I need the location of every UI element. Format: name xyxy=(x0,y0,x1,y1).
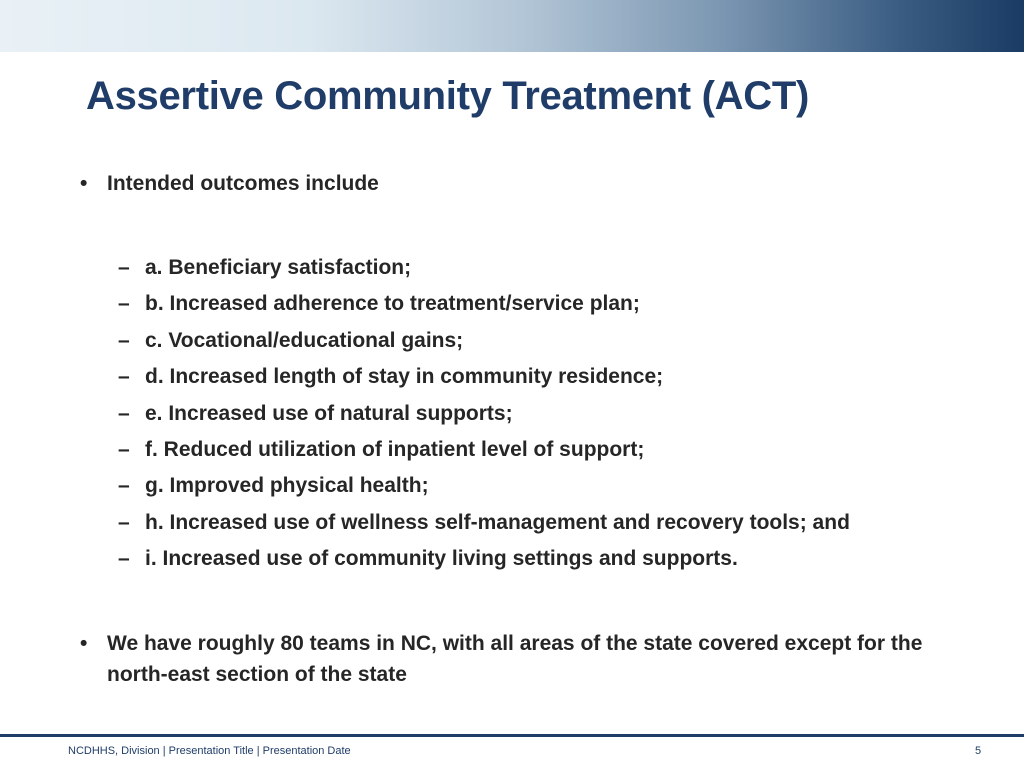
bullet-text: We have roughly 80 teams in NC, with all areas of the state covered except for the north-east section of the state xyxy=(107,632,923,686)
header-gradient-band xyxy=(0,0,1024,52)
sub-list-item xyxy=(118,398,850,434)
sub-list-item xyxy=(118,288,850,324)
sub-item-text: a. Beneficiary satisfaction; xyxy=(145,256,412,279)
dash-marker: – xyxy=(118,437,130,461)
dash-marker: – xyxy=(118,510,130,534)
page-number: 5 xyxy=(975,745,982,757)
bullet-item-outcomes xyxy=(80,168,960,199)
sub-item-text: g. Improved physical health; xyxy=(145,474,429,498)
footer-text: NCDHHS, Division | Presentation Title | Presentation Date xyxy=(68,745,351,757)
sub-list-item xyxy=(118,434,850,470)
outcomes-sub-list xyxy=(118,252,850,580)
sub-list-item xyxy=(118,252,850,288)
dash-marker: – xyxy=(118,256,130,279)
sub-item-text: i. Increased use of community living settings and supports. xyxy=(145,547,738,571)
dash-marker: – xyxy=(118,547,130,571)
slide-title: Assertive Community Treatment (ACT) xyxy=(86,74,809,118)
bullet-marker: • xyxy=(80,172,88,195)
dash-marker: – xyxy=(118,365,130,389)
footer-divider xyxy=(0,734,1024,737)
sub-item-text: b. Increased adherence to treatment/service plan; xyxy=(145,292,640,316)
dash-marker: – xyxy=(118,474,130,498)
bullet-item-teams xyxy=(80,628,960,690)
sub-list-item xyxy=(118,543,850,579)
sub-item-text: h. Increased use of wellness self-management and recovery tools; and xyxy=(145,510,850,534)
sub-item-text: e. Increased use of natural supports; xyxy=(145,401,513,425)
sub-list-item xyxy=(118,507,850,543)
dash-marker: – xyxy=(118,292,130,316)
sub-item-text: f. Reduced utilization of inpatient level of support; xyxy=(145,437,645,461)
bullet-text: Intended outcomes include xyxy=(107,172,379,195)
sub-item-text: d. Increased length of stay in community residence; xyxy=(145,365,664,389)
dash-marker: – xyxy=(118,401,130,425)
sub-list-item xyxy=(118,470,850,506)
sub-list-item xyxy=(118,361,850,397)
sub-item-text: c. Vocational/educational gains; xyxy=(145,328,464,352)
dash-marker: – xyxy=(118,328,130,352)
sub-list-item xyxy=(118,325,850,361)
bullet-marker: • xyxy=(80,632,88,655)
